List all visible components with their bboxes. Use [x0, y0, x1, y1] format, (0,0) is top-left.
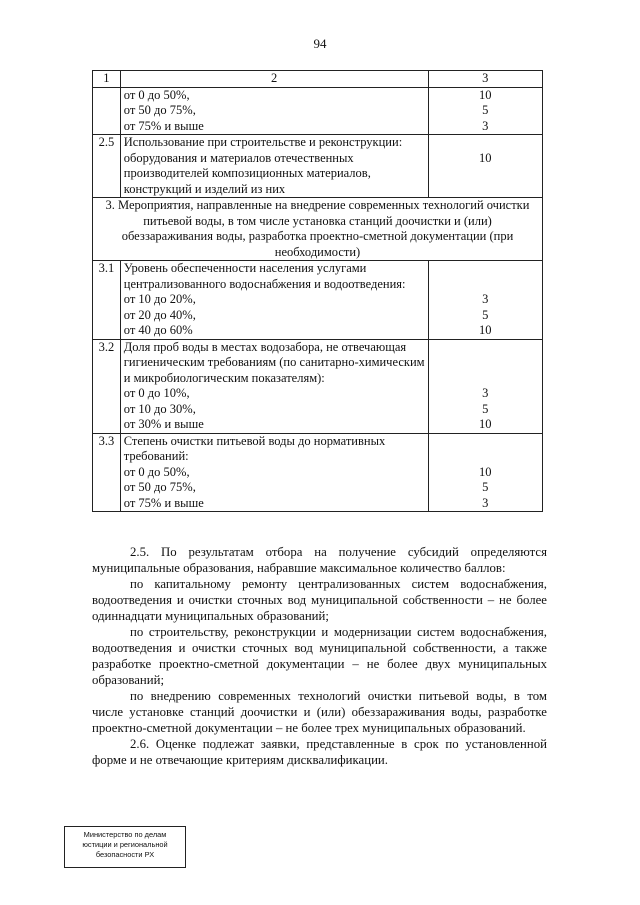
row-points — [428, 339, 542, 433]
row-line: Степень очистки питьевой воды до нормативных — [123, 433, 386, 448]
row-description — [120, 87, 428, 135]
row-description — [120, 261, 428, 340]
row-number — [93, 87, 121, 135]
row-description — [120, 135, 428, 198]
paragraph-capital-repair: по капитальному ремонту централизованных систем водоснабжения, водоотведения и очистки сточных вод муниципальной собственности – не более одиннадцати муниципальных образований; — [92, 577, 547, 623]
points-blank — [432, 449, 539, 465]
points-value: 3 — [482, 495, 489, 510]
row-line: от 40 до 60% — [123, 323, 193, 337]
row-points — [428, 87, 542, 135]
row-line: от 30% и выше — [123, 417, 204, 431]
points-blank — [432, 261, 539, 277]
table-row — [93, 87, 543, 135]
points-blank — [432, 434, 539, 450]
row-points — [428, 433, 542, 512]
table-row — [93, 135, 543, 198]
page-number: 94 — [313, 36, 327, 51]
row-line: от 0 до 50%, — [123, 87, 190, 102]
row-line: от 0 до 10%, — [123, 386, 190, 400]
points-value: 3 — [482, 386, 489, 400]
row-line: от 20 до 40%, — [123, 307, 196, 322]
points-value: 5 — [482, 480, 489, 494]
row-line: производителей композиционных материалов, — [123, 166, 371, 180]
row-line: от 75% и выше — [123, 495, 204, 510]
section-line: питьевой воды, в том числе установка станций доочистки и (или) — [143, 213, 492, 228]
points-value: 5 — [482, 103, 489, 117]
points-value: 10 — [479, 323, 492, 337]
row-line: от 50 до 75%, — [123, 103, 196, 117]
points-value: 3 — [482, 292, 489, 306]
section-row — [93, 198, 543, 261]
points-value: 5 — [482, 307, 489, 322]
stamp-line: Министерство по делам — [83, 830, 167, 839]
row-line: и микробиологическим показателям): — [123, 370, 325, 385]
row-line: конструкций и изделий из них — [123, 181, 286, 196]
points-value: 10 — [479, 87, 492, 102]
paragraph-2-5: 2.5. По результатам отбора на получение субсидий определяются муниципальные образования, набравшие максимальное количество баллов: — [92, 545, 547, 575]
row-line: от 10 до 20%, — [123, 292, 196, 306]
points-blank — [432, 355, 539, 371]
row-points — [428, 135, 542, 198]
points-value: 3 — [482, 118, 489, 133]
row-line: гигиеническим требованиям (по санитарно-химическим — [123, 355, 425, 369]
stamp-line: безопасности РХ — [95, 850, 155, 859]
points-blank — [432, 371, 539, 387]
row-line: от 0 до 50%, — [123, 464, 190, 479]
row-line: Использование при строительстве и реконструкции: — [123, 135, 403, 149]
row-line: оборудования и материалов отечественных — [123, 150, 354, 165]
paragraph-technology: по внедрению современных технологий очистки питьевой воды, в том числе установке станций доочистки и (или) обеззараживания воды, разработке проектно-сметной документации – не более трех муниципальных образований. — [92, 689, 547, 735]
row-line: Уровень обеспеченности населения услугами — [123, 261, 367, 275]
section-title — [93, 198, 543, 261]
table-row — [93, 433, 543, 512]
points-value: 10 — [479, 150, 492, 165]
row-description — [120, 433, 428, 512]
points-blank — [432, 277, 539, 293]
body-text — [92, 544, 547, 768]
row-line: Доля проб воды в местах водозабора, не отвечающая — [123, 339, 407, 354]
row-number: 3.1 — [93, 261, 121, 340]
header-col-2: 2 — [120, 71, 428, 88]
points-blank — [432, 340, 539, 356]
points-value: 10 — [479, 417, 492, 431]
table-row — [93, 261, 543, 340]
points-blank — [432, 135, 539, 151]
row-number: 3.3 — [93, 433, 121, 512]
row-number: 3.2 — [93, 339, 121, 433]
ministry-stamp — [64, 826, 186, 868]
section-line: обеззараживания воды, разработка проектно-сметной документации (при — [121, 229, 514, 243]
table-header-row — [93, 71, 543, 88]
row-line: от 10 до 30%, — [123, 401, 196, 416]
points-value: 10 — [479, 464, 492, 479]
stamp-line: юстиции и региональной — [82, 840, 168, 849]
row-number: 2.5 — [93, 135, 121, 198]
table-row — [93, 339, 543, 433]
row-description — [120, 339, 428, 433]
header-col-3: 3 — [428, 71, 542, 88]
section-line: 3. Мероприятия, направленные на внедрение современных технологий очистки — [105, 198, 530, 212]
row-line: требований: — [123, 449, 189, 463]
paragraph-construction: по строительству, реконструкции и модернизации систем водоснабжения, водоотведения и очистки сточных вод муниципальной собственности, а также разработке проектно-сметной документации – не более двух муниципальных образований; — [92, 625, 547, 687]
section-line: необходимости) — [274, 244, 361, 259]
points-value: 5 — [482, 401, 489, 416]
row-points — [428, 261, 542, 340]
row-line: централизованного водоснабжения и водоотведения: — [123, 276, 406, 291]
paragraph-2-6: 2.6. Оценке подлежат заявки, представленные в срок по установленной форме и не отвечающие критериям дисквалификации. — [92, 737, 547, 767]
row-line: от 75% и выше — [123, 118, 204, 133]
row-line: от 50 до 75%, — [123, 480, 196, 494]
criteria-table — [92, 70, 543, 512]
header-col-1: 1 — [93, 71, 121, 88]
